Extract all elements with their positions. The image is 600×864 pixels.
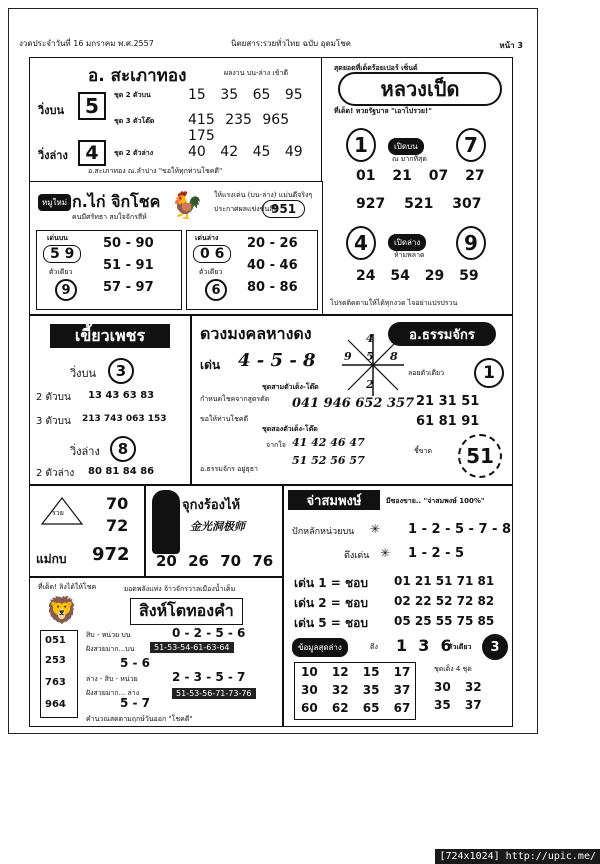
panel-singto xyxy=(29,577,283,727)
circle-number: 9 xyxy=(456,226,486,260)
jukong-nums: 20 26 70 76 xyxy=(156,552,274,570)
three-top-label: 3 ตัวบน xyxy=(36,416,71,427)
paper-name: นิตยสาร:รวยทั่วไทย ฉบับ อุดมโชค xyxy=(231,39,351,48)
mae-kob-label: แม่กบ xyxy=(36,552,67,566)
triple-num: 763 xyxy=(45,677,66,688)
hint-label: ตึงเด่น xyxy=(344,551,370,561)
info-label: ข้อมูลสุดล่าง xyxy=(292,638,348,657)
den-row-nums: 05 25 55 75 85 xyxy=(394,614,495,628)
hint-label: ปักหลักหน่วยบน xyxy=(292,527,355,537)
top-nums: 50 - 90 51 - 91 57 - 97 xyxy=(103,236,154,295)
top-single: 9 xyxy=(55,279,77,301)
panel-title: อ. สะเภาทอง xyxy=(88,66,187,86)
panel-mae-kob xyxy=(29,485,145,577)
panel-luang-ped xyxy=(321,57,513,315)
panel-jukong xyxy=(145,485,283,577)
grid-num: 8 xyxy=(390,350,398,363)
panel-title: หลวงเป็ด xyxy=(338,72,502,106)
side-text: จากใจ xyxy=(266,441,286,449)
figure-icon xyxy=(152,490,180,554)
master-name: อ.ธรรมจักร xyxy=(388,322,496,346)
low2-label: ชุด 2 ตัวล่าง xyxy=(114,149,154,157)
two-top-nums: 13 43 63 83 xyxy=(88,390,155,401)
grid-num: 2 xyxy=(366,378,374,391)
number-grid xyxy=(294,662,416,720)
pair-row: 01 21 07 27 xyxy=(356,168,485,184)
circle-number: 7 xyxy=(456,128,486,162)
panel-small: ที่เด็ด! ลิงได้ให้โชค xyxy=(38,583,97,591)
low-single: 6 xyxy=(205,279,227,301)
newspaper-page xyxy=(8,8,538,734)
panel-title: สิงห์โตทองคำ xyxy=(130,598,243,625)
hint-nums: 1 - 2 - 5 - 7 - 8 xyxy=(408,522,512,537)
top-section xyxy=(36,230,182,310)
top-single-label: ตัวเดียว xyxy=(49,268,73,276)
circle-number: 1 xyxy=(346,128,376,162)
set3-label: ชุดสามตัวเด็ง-โต๊ด xyxy=(262,383,319,391)
line-nums: 2 - 3 - 5 - 7 xyxy=(172,670,246,684)
bottom-label: วิ่งล่าง xyxy=(38,149,68,162)
mae-kob-num: 972 xyxy=(92,544,130,565)
info-single: 3 xyxy=(482,634,508,660)
open-top-label: เปิดบน xyxy=(388,138,424,155)
bottom-digit: 4 xyxy=(78,140,106,166)
panel-kiew-petch xyxy=(29,315,191,485)
low-pair: 0 6 xyxy=(193,245,231,263)
low-nums: 20 - 26 40 - 46 80 - 86 xyxy=(247,236,298,295)
set2-label: ชุดสองตัวเด็ง-โต๊ด xyxy=(262,425,318,433)
code-badge: 951 xyxy=(262,200,305,218)
mae-kob-num: 70 xyxy=(106,494,129,513)
low-pair-row: 24 54 29 59 xyxy=(356,268,479,284)
low2-nums: 40 42 45 49 xyxy=(188,144,303,160)
triple-num: 051 xyxy=(45,635,66,646)
low-single-label: ตัวเดียว xyxy=(199,268,223,276)
circle-number: 4 xyxy=(346,226,376,260)
two-low-label: 2 ตัวล่าง xyxy=(36,468,75,479)
main-nums: 4 - 5 - 8 xyxy=(238,350,316,371)
open-low-sub: ห้ามพลาด xyxy=(394,251,425,259)
triple-row: 927 521 307 xyxy=(356,196,482,212)
line-label: ล่าง - สิบ - หน่วย xyxy=(86,675,138,683)
panel-title: จ่าสมพงษ์ xyxy=(288,490,380,510)
side-text: ขอให้ท่านโชคดี xyxy=(200,415,249,423)
den-row-label: เด่น 5 = ชอบ xyxy=(294,616,369,630)
den-row-label: เด่น 2 = ชอบ xyxy=(294,596,369,610)
triple-list xyxy=(40,630,78,718)
single-digit: 1 xyxy=(474,358,504,388)
chot-number: 51 xyxy=(458,434,502,478)
line-nums: 5 - 7 xyxy=(120,696,151,710)
grid-row: 60 62 65 67 xyxy=(301,701,411,715)
open-top-sub: ณ มากที่สุด xyxy=(392,155,427,163)
set3-nums: 041 946 652 357 xyxy=(292,396,415,411)
line-label: ฝังสวยมาก...บน xyxy=(86,645,135,653)
low-label: เด่นล่าง xyxy=(195,234,219,242)
two-low-nums: 80 81 84 86 xyxy=(88,466,155,477)
hint-nums: 1 - 2 - 5 xyxy=(408,546,465,561)
panel-title: ก.ไก่ จิกโชค xyxy=(72,192,161,211)
panel-note: ผลงาน บน-ล่าง เข้าดี xyxy=(224,69,289,77)
side-row: 30 32 xyxy=(434,680,482,694)
side-row: 35 37 xyxy=(434,698,482,712)
note-2: ประกาศผลแข่งขันสีปี xyxy=(214,205,278,213)
info-sub: ตึง xyxy=(370,643,378,651)
image-watermark: [724x1024] http://upic.me/ xyxy=(435,849,600,864)
fan-text: รวย xyxy=(52,509,64,517)
line-label: ฝังสวยมาก... ล่าง xyxy=(86,689,140,697)
top-label: วิ่งบน xyxy=(70,367,97,380)
panel-note: มีซองขาย.. "จ่าสมพงษ์ 100%" xyxy=(386,497,485,505)
grid-num: 9 xyxy=(344,350,352,363)
info-nums: 1 3 6 xyxy=(396,636,452,655)
rooster-icon: 🐓 xyxy=(170,191,204,221)
single-label: ลอยตัวเดียว xyxy=(408,369,445,377)
panel-kor-kai xyxy=(29,181,323,315)
panel-subtitle: คนมีศรัทธา สมใจจักรสีห์ xyxy=(72,213,147,221)
code-box: 51-53-54-61-63-64 xyxy=(150,642,234,653)
set2-line: 41 42 46 47 xyxy=(292,436,365,449)
chinese-name: 金光洞极师 xyxy=(190,520,245,533)
grid-row: 30 32 35 37 xyxy=(301,683,411,697)
low-digit: 8 xyxy=(110,436,136,462)
grid-num: 5 xyxy=(366,350,374,363)
chot-label: ชี้ขาด xyxy=(414,447,433,455)
panel-footer: อ.สะเภาทอง ณ.ลำปาง "ขอให้ทุกท่านโชคดี" xyxy=(88,167,223,175)
top-label: วิ่งบน xyxy=(38,104,65,117)
open-low-label: เปิดล่าง xyxy=(388,234,426,251)
grid-num: 4 xyxy=(366,332,374,345)
two-top-label: 2 ตัวบน xyxy=(36,392,71,403)
lion-icon: 🦁 xyxy=(45,596,79,626)
star-icon: ✳ xyxy=(370,522,381,536)
right-row: 21 31 51 xyxy=(416,394,480,409)
top-digit: 3 xyxy=(108,358,134,384)
side-label: ชุดเด็ง 4 ชุด xyxy=(434,665,472,673)
panel-title: ดวงมงคลหางดง xyxy=(200,324,312,343)
badge: หมูใหม่ xyxy=(38,194,71,211)
mae-kob-num: 72 xyxy=(106,516,129,535)
three-top-nums: 213 743 063 153 xyxy=(82,414,167,424)
triple-num: 253 xyxy=(45,655,66,666)
den-row-nums: 02 22 52 72 82 xyxy=(394,594,495,608)
panel-footer: โปรดติดตามให้ได้ทุกงวด ไจอย่าแปรปรวน xyxy=(330,299,458,307)
slogan: ที่เด็ด! หวยรัฐบาล "เอาไปรวย!" xyxy=(334,107,432,115)
page-number: หน้า 3 xyxy=(499,41,523,50)
top-pair: 5 9 xyxy=(43,245,81,263)
signature: อ.ธรรมจักร อยู่ธุธา xyxy=(200,465,258,473)
set3-nums: 415 235 965 175 xyxy=(188,112,290,144)
line-nums: 0 - 2 - 5 - 6 xyxy=(172,626,246,640)
set2-label: ชุด 2 ตัวบน xyxy=(114,91,151,99)
star-icon: ✳ xyxy=(380,546,391,560)
set3-label: ชุด 3 ตัวโต๊ด xyxy=(114,117,155,125)
right-row: 61 81 91 xyxy=(416,414,480,429)
panel-title: เขี้ยวเพชร xyxy=(50,324,170,348)
grid-row: 10 12 15 17 xyxy=(301,665,411,679)
tagline: ยอดพลังแห่ง จ้าวจักรวาลเมืองน้ำเค็ม xyxy=(124,585,236,593)
triple-num: 964 xyxy=(45,699,66,710)
panel-duang-mongkol xyxy=(191,315,513,485)
panel-sapao-thong xyxy=(29,57,323,183)
low-label: วิ่งล่าง xyxy=(70,445,100,458)
top-label: เด่นบน xyxy=(47,234,68,242)
panel-footer: คำนวณสดตามฤกษ์วันออก "โชคดี" xyxy=(86,715,193,723)
panel-ja-sompong xyxy=(283,485,513,727)
den-row-nums: 01 21 51 71 81 xyxy=(394,574,495,588)
issue-date: งวดประจำวันที่ 16 มกราคม พ.ศ.2557 xyxy=(19,39,154,48)
line-nums: 5 - 6 xyxy=(120,656,151,670)
note-1: ให้แรงเด่น (บน-ล่าง) แม่นดีจริงๆ xyxy=(214,191,313,199)
side-text: กำหนดโชคจากสูตรตัด xyxy=(200,395,270,403)
info-single-label: ตัวเดียว xyxy=(448,643,472,651)
panel-title: จุกงร้องไห้ xyxy=(182,498,241,513)
top-digit: 5 xyxy=(78,92,106,120)
code-box: 51-53-56-71-73-76 xyxy=(172,688,256,699)
set2-nums: 15 35 65 95 xyxy=(188,87,303,103)
den-row-label: เด่น 1 = ชอบ xyxy=(294,576,369,590)
set2-line: 51 52 56 57 xyxy=(292,454,365,467)
tagline: สุดยอดที่เด็ดร้อยเปอร์ เซ็นต์ xyxy=(334,64,418,72)
line-label: สิบ - หน่วย บน xyxy=(86,631,131,639)
low-section xyxy=(186,230,318,310)
main-label: เด่น xyxy=(200,358,221,372)
